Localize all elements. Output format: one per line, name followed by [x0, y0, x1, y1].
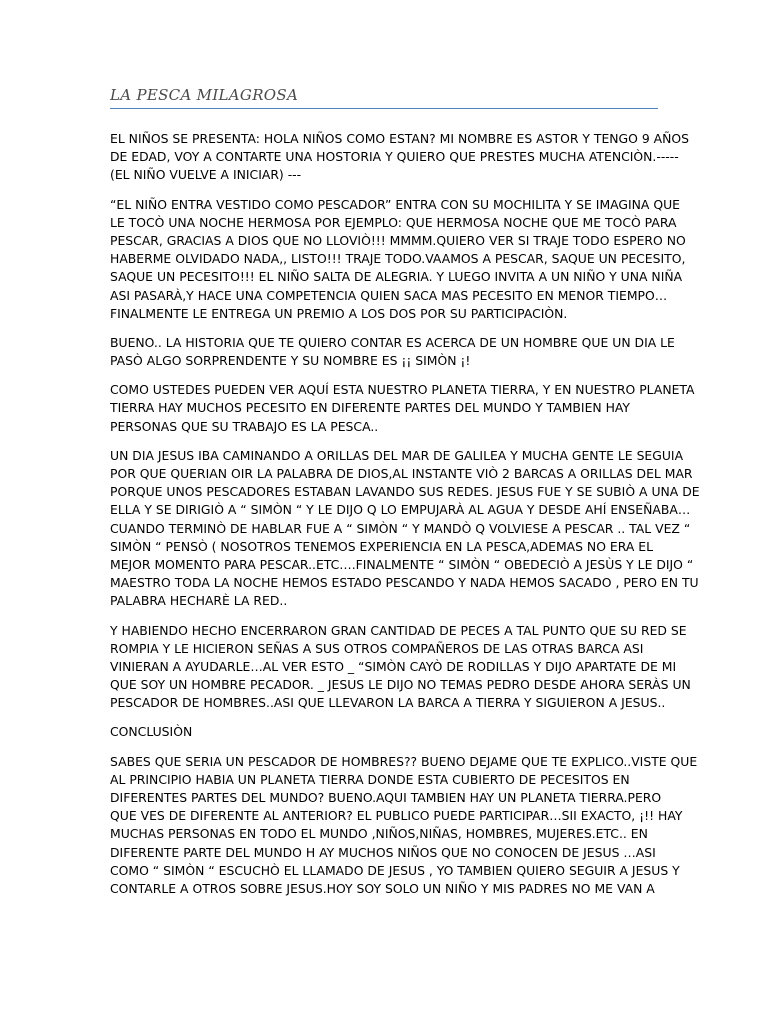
- text-line: MAESTRO TODA LA NOCHE HEMOS ESTADO PESCANDO Y NADA HEMOS SACADO , PERO EN TU: [110, 575, 699, 591]
- text-line: ROMPIA Y LE HICIERON SEÑAS A SUS OTROS COMPAÑEROS DE LAS OTRAS BARCA ASI: [110, 640, 644, 656]
- text-line: QUE SOY UN HOMBRE PECADOR. _ JESUS LE DIJO NO TEMAS PEDRO DESDE AHORA SERÀS UN: [110, 677, 691, 693]
- text-line: CUANDO TERMINÒ DE HABLAR FUE A “ SIMÒN “ Y MANDÒ Q VOLVIESE A PESCAR .. TAL VEZ “: [110, 520, 691, 536]
- text-line: SABES QUE SERIA UN PESCADOR DE HOMBRES?? BUENO DEJAME QUE TE EXPLICO..VISTE QUE: [110, 753, 698, 769]
- paragraph: [110, 447, 700, 611]
- text-line: DE EDAD, VOY A CONTARTE UNA HOSTORIA Y QUIERO QUE PRESTES MUCHA ATENCIÒN.-----: [110, 149, 679, 165]
- text-line: PESCADOR DE HOMBRES..ASI QUE LLEVARON LA BARCA A TIERRA Y SIGUIERON A JESUS..: [110, 695, 666, 711]
- text-line: CONTARLE A OTROS SOBRE JESUS.HOY SOY SOLO UN NIÑO Y MIS PADRES NO ME VAN A: [110, 880, 655, 896]
- text-line: FINALMENTE LE ENTREGA UN PREMIO A LOS DOS POR SU PARTICIPACIÒN.: [110, 305, 568, 321]
- paragraph: [110, 196, 686, 323]
- paragraph: [110, 622, 691, 713]
- text-line: ELLA Y SE DIRIGIÒ A “ SIMÒN “ Y LE DIJO Q LO EMPUJARÀ AL AGUA Y DESDE AHÍ ENSEÑABA…: [110, 502, 691, 518]
- text-line: PORQUE UNOS PESCADORES ESTABAN LAVANDO SUS REDES. JESUS FUE Y SE SUBIÒ A UNA DE: [110, 484, 700, 500]
- text-line: SIMÒN “ PENSÒ ( NOSOTROS TENEMOS EXPERIENCIA EN LA PESCA,ADEMAS NO ERA EL: [110, 538, 653, 554]
- text-line: COMO “ SIMÒN “ ESCUCHÒ EL LLAMADO DE JESUS , YO TAMBIEN QUIERO SEGUIR A JESUS Y: [110, 862, 680, 878]
- text-line: COMO USTEDES PUEDEN VER AQUÍ ESTA NUESTRO PLANETA TIERRA, Y EN NUESTRO PLANETA: [110, 382, 695, 398]
- text-line: PESCAR, GRACIAS A DIOS QUE NO LLOVIÒ!!! MMMM.QUIERO VER SI TRAJE TODO ESPERO NO: [110, 232, 686, 248]
- text-line: TIERRA HAY MUCHOS PECESITO EN DIFERENTE PARTES DEL MUNDO Y TAMBIEN HAY: [110, 400, 631, 416]
- text-line: POR QUE QUERIAN OIR LA PALABRA DE DIOS,AL INSTANTE VIÒ 2 BARCAS A ORILLAS DEL MAR: [110, 466, 693, 481]
- document-title: LA PESCA MILAGROSA: [110, 86, 658, 109]
- paragraph: [110, 130, 690, 185]
- paragraph: [110, 381, 695, 436]
- text-line: AL PRINCIPIO HABIA UN PLANETA TIERRA DONDE ESTA CUBIERTO DE PECESITOS EN: [110, 771, 630, 787]
- text-line: LE TOCÒ UNA NOCHE HERMOSA POR EJEMPLO: QUE HERMOSA NOCHE QUE ME TOCÒ PARA: [110, 214, 677, 230]
- text-line: QUE VES DE DIFERENTE AL ANTERIOR? EL PUBLICO PUEDE PARTICIPAR…SII EXACTO, ¡!! HAY: [110, 808, 683, 824]
- text-line: Y HABIENDO HECHO ENCERRARON GRAN CANTIDAD DE PECES A TAL PUNTO QUE SU RED SE: [110, 622, 687, 638]
- text-line: MEJOR MOMENTO PARA PESCAR..ETC….FINALMENTE “ SIMÒN “ OBEDECIÒ A JESÙS Y LE DIJO “: [110, 556, 694, 572]
- text-line: BUENO.. LA HISTORIA QUE TE QUIERO CONTAR ES ACERCA DE UN HOMBRE QUE UN DIA LE: [110, 334, 675, 350]
- paragraph: [110, 723, 658, 741]
- text-line: DIFERENTES PARTES DEL MUNDO? BUENO.AQUI TAMBIEN HAY UN PLANETA TIERRA.PERO: [110, 790, 662, 805]
- text-line: PALABRA HECHARÈ LA RED..: [110, 593, 288, 609]
- text-line: (EL NIÑO VUELVE A INICIAR) ---: [110, 167, 302, 183]
- text-line: “EL NIÑO ENTRA VESTIDO COMO PESCADOR” ENTRA CON SU MOCHILITA Y SE IMAGINA QUE: [110, 196, 680, 212]
- text-line: SAQUE UN PECESITO!!! EL NIÑO SALTA DE ALEGRIA. Y LUEGO INVITA A UN NIÑO Y UNA NIÑA: [110, 269, 683, 285]
- text-line: UN DIA JESUS IBA CAMINANDO A ORILLAS DEL MAR DE GALILEA Y MUCHA GENTE LE SEGUIA: [110, 447, 684, 463]
- text-line: DIFERENTE PARTE DEL MUNDO H AY MUCHOS NIÑOS QUE NO CONOCEN DE JESUS …ASI: [110, 844, 656, 860]
- text-line: VINIERAN A AYUDARLE…AL VER ESTO _ “SIMÒN CAYÒ DE RODILLAS Y DIJO APARTATE DE MI: [110, 658, 677, 674]
- text-line: PERSONAS QUE SU TRABAJO ES LA PESCA..: [110, 418, 379, 434]
- text-line: PASÒ ALGO SORPRENDENTE Y SU NOMBRE ES ¡¡ SIMÒN ¡!: [110, 353, 471, 369]
- paragraph: [110, 334, 675, 370]
- text-line: EL NIÑOS SE PRESENTA: HOLA NIÑOS COMO ESTAN? MI NOMBRE ES ASTOR Y TENGO 9 AÑOS: [110, 131, 690, 146]
- text-line: CONCLUSIÒN: [110, 724, 193, 740]
- document-body: [110, 130, 700, 909]
- text-line: HABERME OLVIDADO NADA,, LISTO!!! TRAJE TODO.VAAMOS A PESCAR, SAQUE UN PECESITO,: [110, 251, 686, 267]
- paragraph: [110, 753, 698, 899]
- text-line: ASI PASARÀ,Y HACE UNA COMPETENCIA QUIEN SACA MAS PECESITO EN MENOR TIEMPO…: [110, 287, 668, 303]
- text-line: MUCHAS PERSONAS EN TODO EL MUNDO ,NIÑOS,NIÑAS, HOMBRES, MUJERES.ETC.. EN: [110, 826, 648, 842]
